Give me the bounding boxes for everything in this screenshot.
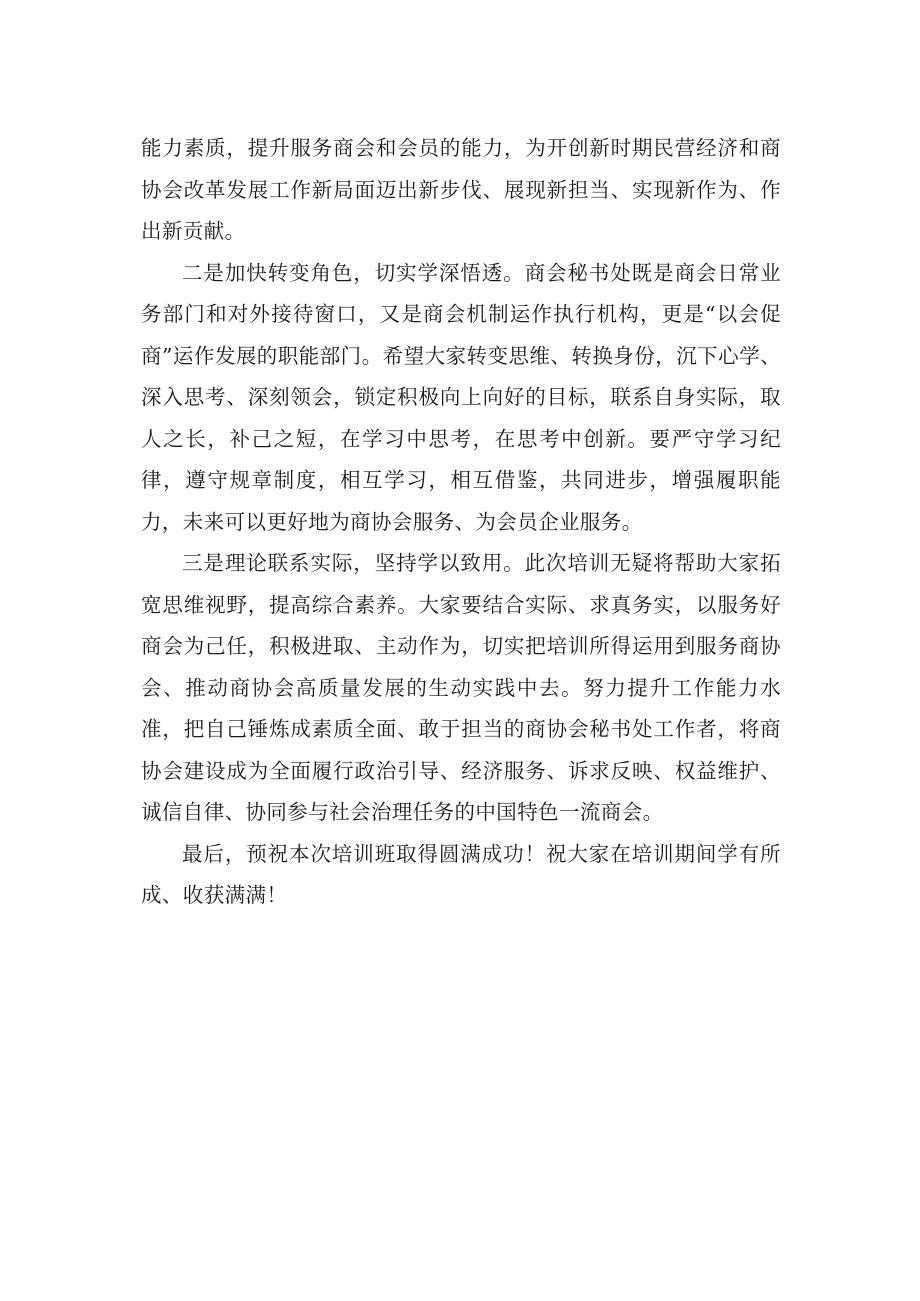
paragraph-point-three: 三是理论联系实际，坚持学以致用。此次培训无疑将帮助大家拓宽思维视野，提高综合素养。大家要结合实际、求真务实，以服务好商会为己任，积极进取、主动作为，切实把培训所得运用到服务商协会、推动商协会高质量发展的生动实践中去。努力提升工作能力水准，把自己锤炼成素质全面、敢于担当的商协会秘书处工作者，将商协会建设成为全面履行政治引导、经济服务、诉求反映、权益维护、诚信自律、协同参与社会治理任务的中国特色一流商会。 [141, 551, 781, 824]
paragraph-point-two: 二是加快转变角色，切实学深悟透。商会秘书处既是商会日常业务部门和对外接待窗口，又是商会机制运作执行机构，更是“以会促商”运作发展的职能部门。希望大家转变思维、转换身份，沉下心学、深入思考、深刻领会，锁定积极向上向好的目标，联系自身实际，取人之长，补己之短，在学习中思考，在思考中创新。要严守学习纪律，遵守规章制度，相互学习，相互借鉴，共同进步，增强履职能力，未来可以更好地为商协会服务、为会员企业服务。 [141, 260, 781, 534]
document-body [141, 128, 781, 917]
paragraph-closing: 最后，预祝本次培训班取得圆满成功！祝大家在培训期间学有所成、收获满满！ [141, 841, 781, 907]
paragraph-continuation: 能力素质，提升服务商会和会员的能力，为开创新时期民营经济和商协会改革发展工作新局面迈出新步伐、展现新担当、实现新作为、作出新贡献。 [141, 136, 781, 243]
